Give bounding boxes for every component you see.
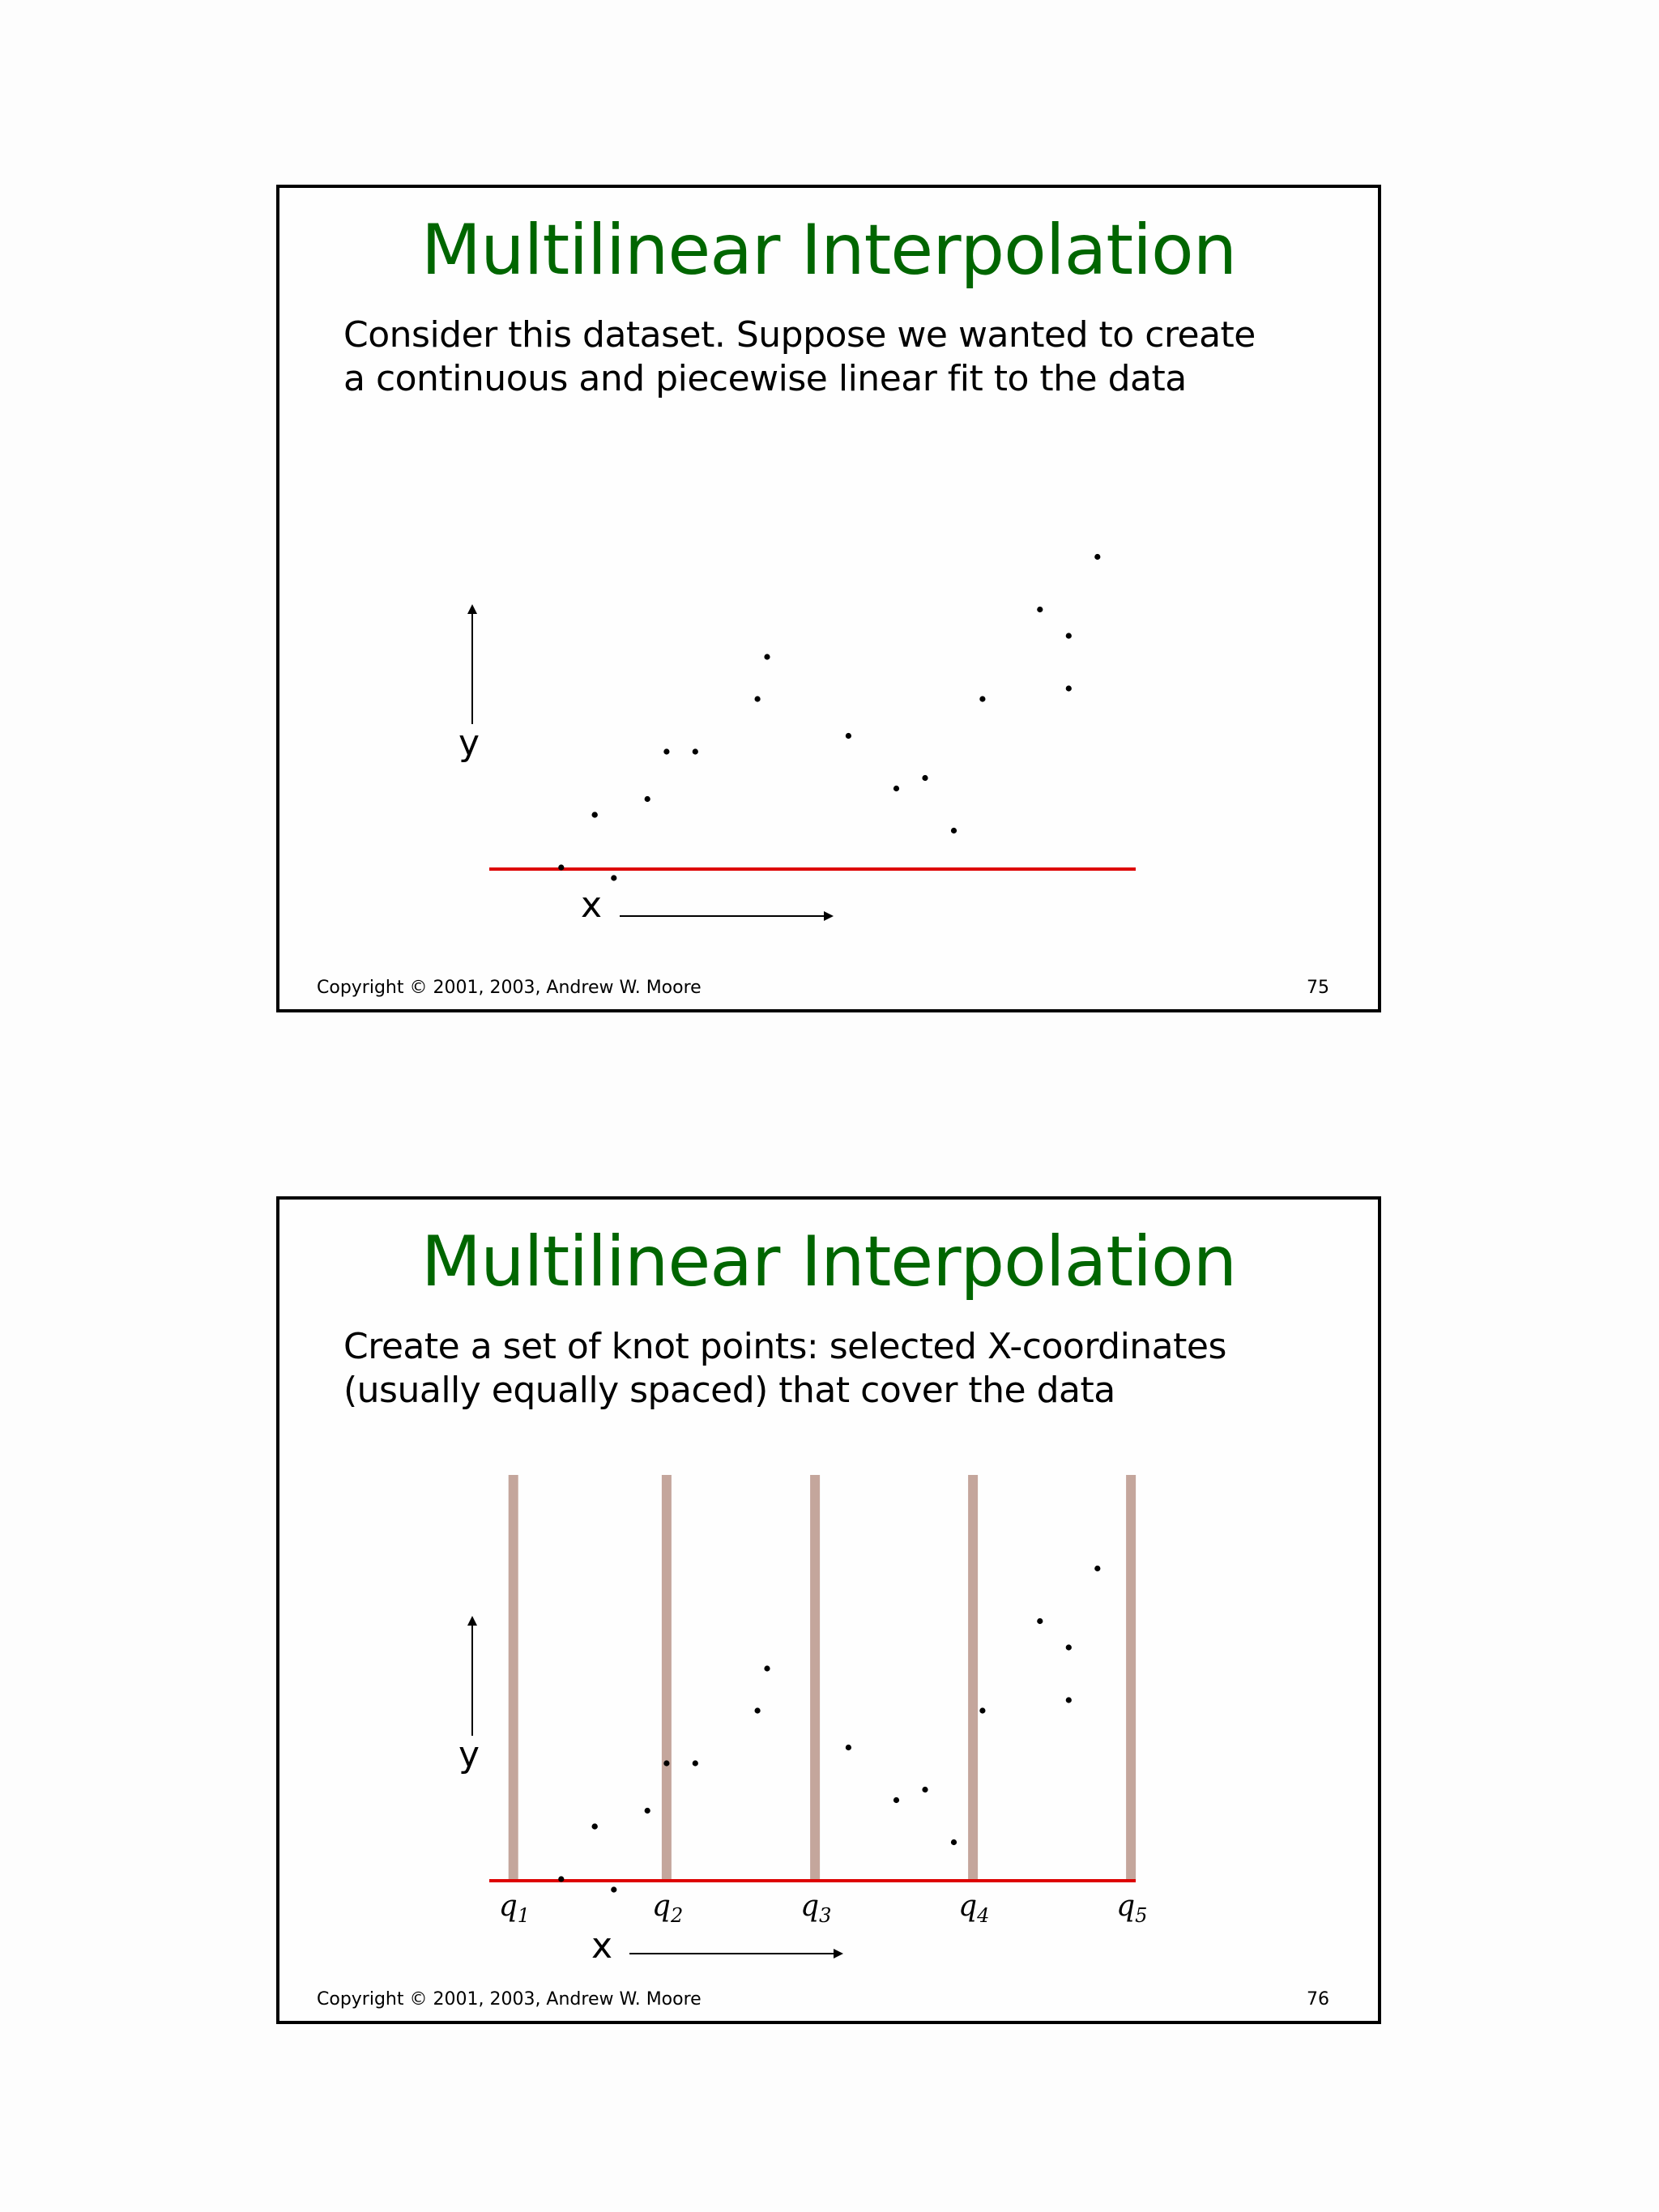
data-point bbox=[592, 1823, 598, 1829]
data-point bbox=[693, 748, 698, 754]
data-point bbox=[979, 1707, 985, 1713]
knot-line-q4 bbox=[968, 1475, 978, 1881]
knot-labels bbox=[499, 1890, 1148, 1927]
knot-plot bbox=[279, 1200, 1378, 2021]
x-axis-arrow bbox=[629, 1949, 843, 1958]
slide-body-text: Consider this dataset. Suppose we wanted to create a continuous and piecewise linear fit to the data bbox=[343, 314, 1256, 399]
data-point bbox=[951, 828, 957, 833]
data-point bbox=[1094, 1566, 1100, 1571]
slide-76 bbox=[276, 1196, 1381, 2024]
knot-label-q4: $q_4$ bbox=[958, 1890, 990, 1927]
knot-lines bbox=[509, 1475, 1136, 1881]
data-point bbox=[693, 1760, 698, 1766]
data-point bbox=[1066, 1644, 1072, 1650]
data-point bbox=[663, 1760, 669, 1766]
x-axis-arrow bbox=[620, 911, 834, 921]
y-axis-label: y bbox=[458, 1734, 480, 1775]
x-axis-label: x bbox=[591, 1925, 613, 1967]
data-point bbox=[922, 1787, 928, 1792]
data-point bbox=[951, 1839, 957, 1845]
data-point bbox=[922, 775, 928, 781]
data-point bbox=[755, 1707, 761, 1713]
slide-75 bbox=[276, 185, 1381, 1012]
slide-title: Multilinear Interpolation bbox=[420, 1221, 1237, 1302]
knot-line-q3 bbox=[810, 1475, 820, 1881]
scatter-plot bbox=[279, 188, 1378, 1009]
data-point bbox=[663, 748, 669, 754]
data-point bbox=[558, 864, 564, 870]
data-point bbox=[764, 654, 770, 659]
data-point bbox=[764, 1665, 770, 1671]
data-point bbox=[893, 1797, 899, 1803]
page-number: 75 bbox=[1307, 978, 1329, 998]
copyright-footer: Copyright © 2001, 2003, Andrew W. Moore bbox=[317, 978, 702, 998]
data-point bbox=[558, 1876, 564, 1882]
knot-label-q1: $q_1$ bbox=[498, 1890, 531, 1927]
data-points bbox=[558, 1566, 1100, 1893]
data-point bbox=[645, 796, 650, 802]
data-point bbox=[1066, 685, 1072, 691]
data-points bbox=[558, 554, 1100, 881]
data-point bbox=[1037, 607, 1043, 612]
data-point bbox=[893, 786, 899, 791]
data-point bbox=[611, 1886, 616, 1892]
data-point bbox=[979, 696, 985, 701]
knot-line-q2 bbox=[662, 1475, 672, 1881]
knot-line-q5 bbox=[1126, 1475, 1136, 1881]
data-point bbox=[846, 1745, 851, 1750]
slide-title: Multilinear Interpolation bbox=[420, 210, 1237, 291]
data-point bbox=[1037, 1618, 1043, 1624]
y-axis-arrow bbox=[467, 604, 477, 724]
y-axis-arrow bbox=[467, 1616, 477, 1736]
knot-line-q1 bbox=[509, 1475, 518, 1881]
knot-label-q2: $q_2$ bbox=[651, 1890, 684, 1927]
y-axis-label: y bbox=[458, 722, 480, 764]
copyright-footer: Copyright © 2001, 2003, Andrew W. Moore bbox=[317, 1989, 702, 2010]
data-point bbox=[592, 812, 598, 817]
data-point bbox=[1066, 1697, 1072, 1703]
data-point bbox=[1066, 633, 1072, 638]
page-number: 76 bbox=[1307, 1989, 1329, 2010]
data-point bbox=[846, 733, 851, 739]
x-axis-label: x bbox=[581, 884, 603, 926]
knot-label-q3: $q_3$ bbox=[800, 1890, 832, 1927]
data-point bbox=[645, 1808, 650, 1813]
data-point bbox=[755, 696, 761, 701]
knot-label-q5: $q_5$ bbox=[1116, 1890, 1148, 1927]
data-point bbox=[611, 875, 616, 880]
data-point bbox=[1094, 554, 1100, 560]
slide-body-text: Create a set of knot points: selected X-coordinates (usually equally spaced) that cover the data bbox=[343, 1326, 1226, 1411]
